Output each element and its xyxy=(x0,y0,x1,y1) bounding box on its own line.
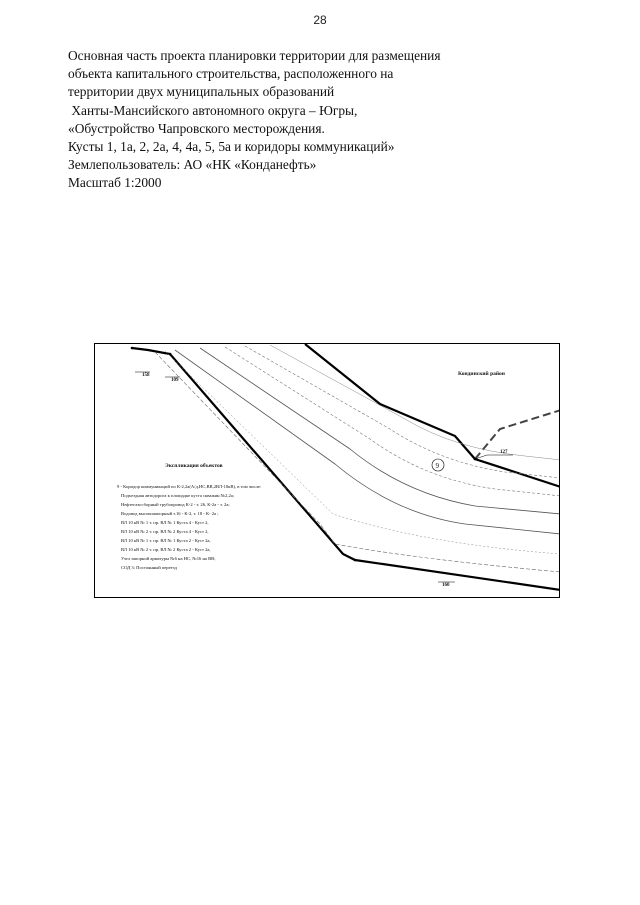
point-160-label: 160 xyxy=(442,583,450,588)
corridor-line-7 xyxy=(270,345,560,460)
point-158-label: 158 xyxy=(142,373,150,378)
object-marker-number: 9 xyxy=(435,462,439,470)
point-109-marker xyxy=(169,353,172,356)
point-109-label: 109 xyxy=(171,378,179,383)
header-line-4: Ханты-Мансийского автономного округа – Югры, xyxy=(68,102,358,118)
header-line-5: «Обустройство Чапровского месторождения. xyxy=(68,120,325,136)
corridor-line-4 xyxy=(245,346,560,478)
region-label: Кондинский район xyxy=(458,371,505,377)
legend-line: ВЛ 10 кВ № 2 т. пр. ВЛ № 2 Куста 2 - Куст 2а, xyxy=(121,547,211,552)
scale-line: Масштаб 1:2000 xyxy=(68,175,162,191)
point-160-marker xyxy=(354,559,357,562)
point-127-label: 127 xyxy=(500,450,508,455)
header-line-6: Кусты 1, 1а, 2, 2а, 4, 4а, 5, 5а и коридоры коммуникаций» xyxy=(68,139,395,155)
legend-line: Нефтегазосборный трубопровод К-2 - т. 26, К-2а - т. 2а; xyxy=(121,502,230,507)
document-header xyxy=(68,47,588,193)
land-user-line: Землепользователь: АО «НК «Конданефть» xyxy=(68,157,317,173)
planning-map xyxy=(94,343,560,598)
legend-line: Узел запорной арматуры №6 на НС, №16 на ВВ; xyxy=(121,556,216,561)
corridor-line-1 xyxy=(175,350,560,534)
map-legend xyxy=(117,484,261,570)
boundary-line-left xyxy=(132,348,560,590)
header-line-2: объекта капитального строительства, расположенного на xyxy=(68,66,394,82)
legend-line: Водовод высоконапорный т.16 - К-2, т. 18 - К- 2а ; xyxy=(121,511,219,516)
legend-line: 9 - Коридор коммуникаций по К-2,2а(А/д,НС,ВВ,2ВЛ-10кВ), в том числе: xyxy=(117,484,262,489)
legend-line: Подъездная автодорога к площадке куста скважин №2,2а; xyxy=(121,493,235,498)
page-number: 28 xyxy=(313,13,327,27)
legend-line: СОД 3; Постоянный переезд xyxy=(121,565,177,570)
header-line-3: территории двух муниципальных образований xyxy=(68,84,335,100)
zone-label: Экспликация объектов xyxy=(165,463,223,469)
legend-line: ВЛ 10 кВ № 1 т. пр. ВЛ № 1 Куста 4 - Куст 2, xyxy=(121,520,209,525)
corridor-line-2 xyxy=(200,348,560,514)
header-line-1: Основная часть проекта планировки территории для размещения xyxy=(68,48,441,63)
legend-line: ВЛ 10 кВ № 2 т. пр. ВЛ № 2 Куста 4 - Куст 2, xyxy=(121,529,209,534)
district-boundary xyxy=(475,410,560,459)
legend-line: ВЛ 10 кВ № 1 т. пр. ВЛ № 1 Куста 2 - Куст 2а, xyxy=(121,538,211,543)
map-drawing xyxy=(95,344,560,598)
point-158-marker xyxy=(131,347,134,350)
